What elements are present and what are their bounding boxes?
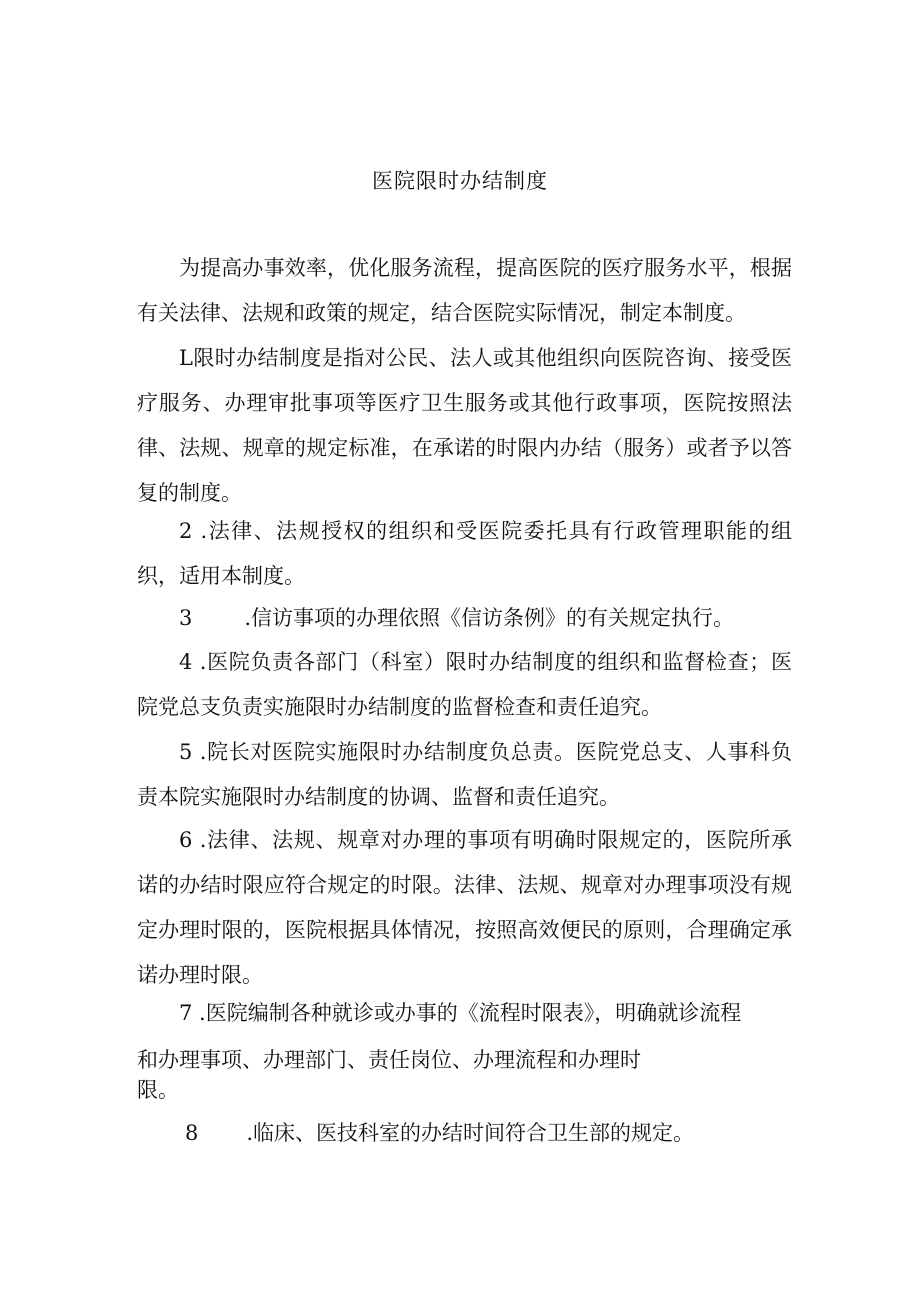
item-4-paragraph: 4 .医院负责各部门（科室）限时办结制度的组织和监督检查；医院党总支负责实施限时办结制度的监督检查和责任追究。 bbox=[137, 650, 792, 719]
item-1-paragraph: L限时办结制度是指对公民、法人或其他组织向医院咨询、接受医疗服务、办理审批事项等医疗卫生服务或其他行政事项，医院按照法律、法规、规章的规定标准，在承诺的时限内办结（服务）或者予以答复的制度。 bbox=[137, 346, 792, 505]
item-7-line-3: 限。 bbox=[137, 1078, 179, 1102]
item-2-paragraph: 2 .法律、法规授权的组织和受医院委托具有行政管理职能的组织，适用本制度。 bbox=[137, 519, 792, 588]
item-6-paragraph: 6 .法律、法规、规章对办理的事项有明确时限规定的，医院所承诺的办结时限应符合规定的时限。法律、法规、规章对办理事项没有规定办理时限的，医院根据具体情况，按照高效便民的原则，合理确定承诺办理时限。 bbox=[137, 828, 792, 987]
document-title: 医院限时办结制度 bbox=[372, 169, 548, 193]
item-3-text: .信访事项的办理依照《信访条例》的有关规定执行。 bbox=[244, 606, 735, 630]
item-7-line-1 bbox=[137, 998, 792, 1028]
intro-paragraph: 为提高办事效率，优化服务流程，提高医院的医疗服务水平，根据有关法律、法规和政策的规定，结合医院实际情况，制定本制度。 bbox=[137, 256, 792, 325]
item-8-line bbox=[137, 1118, 792, 1148]
item-7-text-1: 7 .医院编制各种就诊或办事的《流程时限表》，明确就诊流程 bbox=[179, 1001, 742, 1025]
item-7-line-2: 和办理事项、办理部门、责任岗位、办理流程和办理时 bbox=[137, 1048, 641, 1072]
item-5-paragraph: 5 .院长对医院实施限时办结制度负总责。医院党总支、人事科负责本院实施限时办结制度的协调、监督和责任追究。 bbox=[137, 740, 792, 809]
item-8-number: 8 bbox=[185, 1121, 199, 1145]
item-8-text: .临床、医技科室的办结时间符合卫生部的规定。 bbox=[246, 1121, 695, 1145]
item-3-line bbox=[137, 603, 792, 633]
item-3-number: 3 bbox=[179, 606, 193, 630]
